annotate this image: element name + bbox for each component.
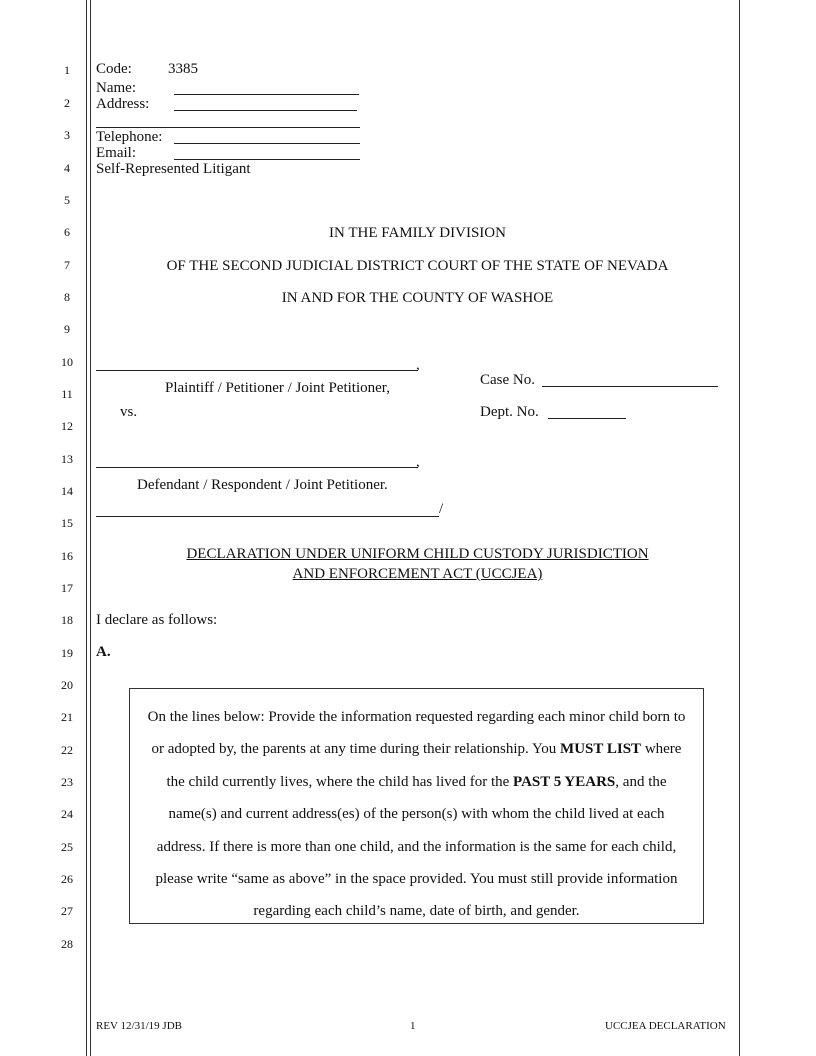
line-number: 13 bbox=[61, 452, 73, 466]
defendant-label: Defendant / Respondent / Joint Petitioner. bbox=[137, 477, 388, 493]
declaration-intro: I declare as follows: bbox=[96, 612, 218, 628]
self-represented-label: Self-Represented Litigant bbox=[96, 161, 251, 177]
line-number: 8 bbox=[64, 290, 70, 304]
instructions-bold-must-list: MUST LIST bbox=[560, 741, 642, 758]
line-number: 15 bbox=[61, 516, 73, 530]
line-number: 1 bbox=[64, 63, 70, 77]
section-a-heading: A. bbox=[96, 644, 111, 660]
case-number-blank[interactable] bbox=[542, 386, 718, 387]
line-number: 18 bbox=[61, 613, 73, 627]
defendant-comma: , bbox=[416, 454, 420, 470]
line-number: 5 bbox=[64, 193, 70, 207]
line-number: 7 bbox=[64, 258, 70, 272]
line-number: 28 bbox=[61, 937, 73, 951]
instructions-box bbox=[129, 688, 704, 924]
line-number: 20 bbox=[61, 678, 73, 692]
line-number: 23 bbox=[61, 775, 73, 789]
line-number: 25 bbox=[61, 840, 73, 854]
left-margin-line-outer bbox=[86, 0, 87, 1056]
instructions-text-3: , and the name(s) and current address(es) of the person(s) with whom the child lived at each address. If there is more than one child, and the information is the same for each child, please write “same as above” in the space provided. You must still provide information regarding each child’s name, date of birth, and gender. bbox=[155, 773, 678, 920]
court-heading-line2: OF THE SECOND JUDICIAL DISTRICT COURT OF THE STATE OF NEVADA bbox=[166, 258, 669, 274]
email-blank[interactable] bbox=[174, 159, 360, 160]
plaintiff-label: Plaintiff / Petitioner / Joint Petitioner, bbox=[165, 380, 390, 396]
caption-slash: / bbox=[439, 501, 444, 517]
line-number: 17 bbox=[61, 581, 73, 595]
left-margin-line-inner bbox=[90, 0, 91, 1056]
email-label: Email: bbox=[96, 145, 136, 161]
defendant-blank[interactable] bbox=[96, 467, 418, 468]
line-number: 11 bbox=[61, 387, 73, 401]
line-number: 14 bbox=[61, 484, 73, 498]
caption-closing-rule bbox=[96, 516, 439, 517]
line-number: 26 bbox=[61, 872, 73, 886]
line-number: 4 bbox=[64, 161, 70, 175]
dept-number-label: Dept. No. bbox=[480, 404, 539, 420]
name-blank[interactable] bbox=[174, 94, 359, 95]
plaintiff-comma: , bbox=[416, 357, 420, 373]
footer-form-name: UCCJEA DECLARATION bbox=[605, 1020, 726, 1032]
versus-label: vs. bbox=[120, 404, 138, 420]
document-title-line1: DECLARATION UNDER UNIFORM CHILD CUSTODY JURISDICTION bbox=[186, 546, 649, 562]
dept-number-blank[interactable] bbox=[548, 418, 626, 419]
line-number: 3 bbox=[64, 128, 70, 142]
code-label: Code: bbox=[96, 61, 132, 77]
court-heading-line3: IN AND FOR THE COUNTY OF WASHOE bbox=[281, 290, 554, 306]
instructions-text-2: where the child currently lives, where the child has lived for the bbox=[166, 741, 682, 790]
case-number-label: Case No. bbox=[480, 372, 535, 388]
line-number: 10 bbox=[61, 355, 73, 369]
document-title-line2: AND ENFORCEMENT ACT (UCCJEA) bbox=[292, 566, 543, 582]
line-number: 16 bbox=[61, 549, 73, 563]
line-number: 21 bbox=[61, 710, 73, 724]
line-number: 2 bbox=[64, 96, 70, 110]
line-number: 24 bbox=[61, 807, 73, 821]
footer-revision: REV 12/31/19 JDB bbox=[96, 1020, 182, 1032]
name-label: Name: bbox=[96, 80, 136, 96]
code-value: 3385 bbox=[168, 61, 198, 77]
instructions-bold-past-5-years: PAST 5 YEARS bbox=[513, 773, 616, 790]
court-heading-line1: IN THE FAMILY DIVISION bbox=[329, 225, 506, 241]
plaintiff-blank[interactable] bbox=[96, 370, 418, 371]
address-blank-line2[interactable] bbox=[96, 127, 360, 128]
line-number: 22 bbox=[61, 743, 73, 757]
telephone-label: Telephone: bbox=[96, 129, 163, 145]
line-number: 27 bbox=[61, 904, 73, 918]
right-margin-line bbox=[739, 0, 740, 1056]
line-number: 6 bbox=[64, 225, 70, 239]
line-number: 12 bbox=[61, 419, 73, 433]
line-number: 19 bbox=[61, 646, 73, 660]
line-number: 9 bbox=[64, 322, 70, 336]
instructions-text-1: On the lines below: Provide the information requested regarding each minor child born to or adopted by, the parents at any time during their relationship. You bbox=[147, 709, 686, 758]
address-label: Address: bbox=[96, 96, 150, 112]
footer-page-number: 1 bbox=[410, 1020, 416, 1032]
address-blank[interactable] bbox=[174, 110, 357, 111]
telephone-blank[interactable] bbox=[174, 143, 360, 144]
